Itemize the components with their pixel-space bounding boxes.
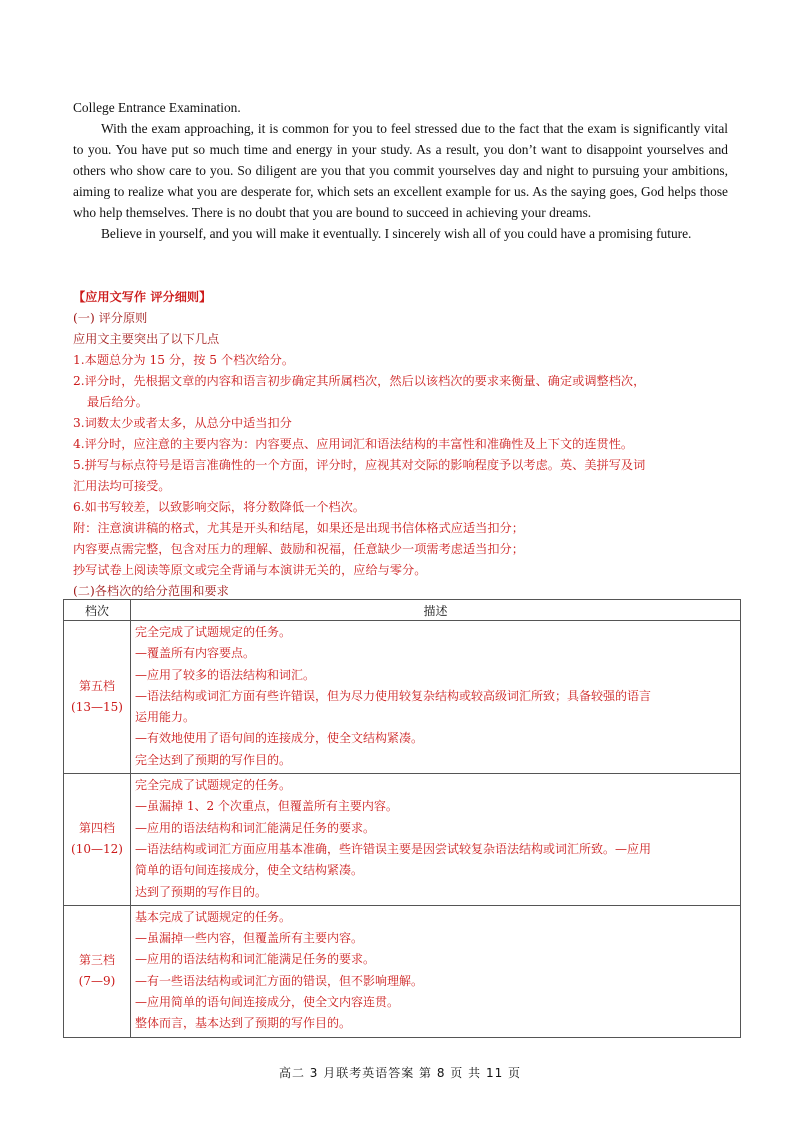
rule-4: 4.评分时，应注意的主要内容为：内容要点、应用词汇和语法结构的丰富性和准确性及上下文的连贯性。 (73, 437, 634, 451)
essay-line: College Entrance Examination. (73, 100, 241, 115)
description-line: —语法结构或词汇方面应用基本准确，些许错误主要是因尝试较复杂语法结构或词汇所致。—应用 (135, 841, 652, 856)
level-cell (64, 621, 131, 774)
level-cell (64, 905, 131, 1037)
essay-paragraph-2: Believe in yourself, and you will make it eventually. I sincerely wish all of you could have a promising future. (101, 226, 692, 241)
essay-text (73, 97, 728, 244)
page-footer: 高二 3 月联考英语答案 第 8 页 共 11 页 (278, 1066, 522, 1080)
rule-2: 2.评分时，先根据文章的内容和语言初步确定其所属档次，然后以该档次的要求来衡量、确定或调整档次， (73, 374, 646, 388)
level-cell (64, 774, 131, 906)
description-line: 运用能力。 (135, 710, 196, 725)
description-line: —有一些语法结构或词汇方面的错误，但不影响理解。 (135, 973, 424, 988)
description-line: —覆盖所有内容要点。 (135, 646, 256, 661)
description-line: —虽漏掉一些内容，但覆盖所有主要内容。 (135, 931, 364, 946)
description-cell (131, 621, 741, 774)
table-row (64, 774, 741, 906)
description-cell (131, 905, 741, 1037)
description-line: —应用简单的语句间连接成分，使全文内容连贯。 (135, 995, 400, 1010)
description-line: 达到了预期的写作目的。 (135, 884, 268, 899)
rules-intro: 应用文主要突出了以下几点 (73, 332, 220, 346)
table-row (64, 621, 741, 774)
level-name: 第四档 (78, 821, 115, 836)
rule-5-cont: 汇用法均可接受。 (73, 479, 171, 493)
description-line: —应用的语法结构和词汇能满足任务的要求。 (135, 952, 376, 967)
level-name: 第五档 (78, 679, 115, 694)
rule-3: 3.词数太少或者太多，从总分中适当扣分 (73, 416, 292, 430)
column-header-description: 描述 (131, 600, 741, 621)
description-line: —应用的语法结构和词汇能满足任务的要求。 (135, 820, 376, 835)
description-line: 整体而言，基本达到了预期的写作目的。 (135, 1016, 352, 1031)
description-line: 简单的语句间连接成分，使全文结构紧凑。 (135, 863, 364, 878)
description-line: 完全达到了预期的写作目的。 (135, 752, 292, 767)
level-range: (10—12) (71, 842, 123, 857)
note-3: 抄写试卷上阅读等原文或完全背诵与本演讲无关的，应给与零分。 (73, 563, 427, 577)
essay-paragraph-1: With the exam approaching, it is common for you to feel stressed due to the fact that the exam is significantly vital to you. You have put so much time and energy in your study. As a result, you don’t want to disappoint yourselves and others who show care to you. So diligent are you that you commit yourselves day and night to pursuing your ambitions, aiming to realize what you are desperate for, which sets an excellent example for us. As the saying goes, God helps those who help themselves. There is no doubt that you are bound to succeed in achieving your dreams. (73, 121, 728, 220)
table-header-row (64, 600, 741, 621)
note-1: 附：注意演讲稿的格式，尤其是开头和结尾，如果还是出现书信体格式应适当扣分； (73, 521, 524, 535)
scoring-rules (73, 287, 743, 602)
description-line: 完全完成了试题规定的任务。 (135, 778, 292, 793)
rule-5: 5.拼写与标点符号是语言准确性的一个方面，评分时，应视其对交际的影响程度予以考虑。英、美拼写及词 (73, 458, 646, 472)
grading-table (63, 599, 741, 1038)
rules-heading: 【应用文写作 评分细则】 (73, 290, 212, 304)
description-cell (131, 774, 741, 906)
level-range: (13—15) (71, 700, 123, 715)
level-name: 第三档 (78, 953, 115, 968)
note-2: 内容要点需完整，包含对压力的理解、鼓励和祝福，任意缺少一项需考虑适当扣分； (73, 542, 524, 556)
description-line: 完全完成了试题规定的任务。 (135, 625, 292, 639)
rule-1: 1.本题总分为 15 分，按 5 个档次给分。 (73, 353, 295, 367)
table-row (64, 905, 741, 1037)
description-line: —有效地使用了语句间的连接成分，使全文结构紧凑。 (135, 731, 424, 746)
description-line: —语法结构或词汇方面有些许错误，但为尽力使用较复杂结构或较高级词汇所致；具备较强的语言 (135, 688, 652, 703)
description-line: 基本完成了试题规定的任务。 (135, 909, 292, 924)
level-range: (7—9) (78, 974, 116, 989)
section-2-title: (二)各档次的给分范围和要求 (73, 584, 229, 598)
rule-6: 6.如书写较差，以致影响交际，将分数降低一个档次。 (73, 500, 365, 514)
section-1-title: (一) 评分原则 (73, 311, 148, 325)
description-line: —应用了较多的语法结构和词汇。 (135, 667, 316, 682)
rule-2-cont: 最后给分。 (87, 395, 148, 409)
description-line: —虽漏掉 1、2 个次重点，但覆盖所有主要内容。 (135, 799, 398, 814)
column-header-level: 档次 (64, 600, 131, 621)
